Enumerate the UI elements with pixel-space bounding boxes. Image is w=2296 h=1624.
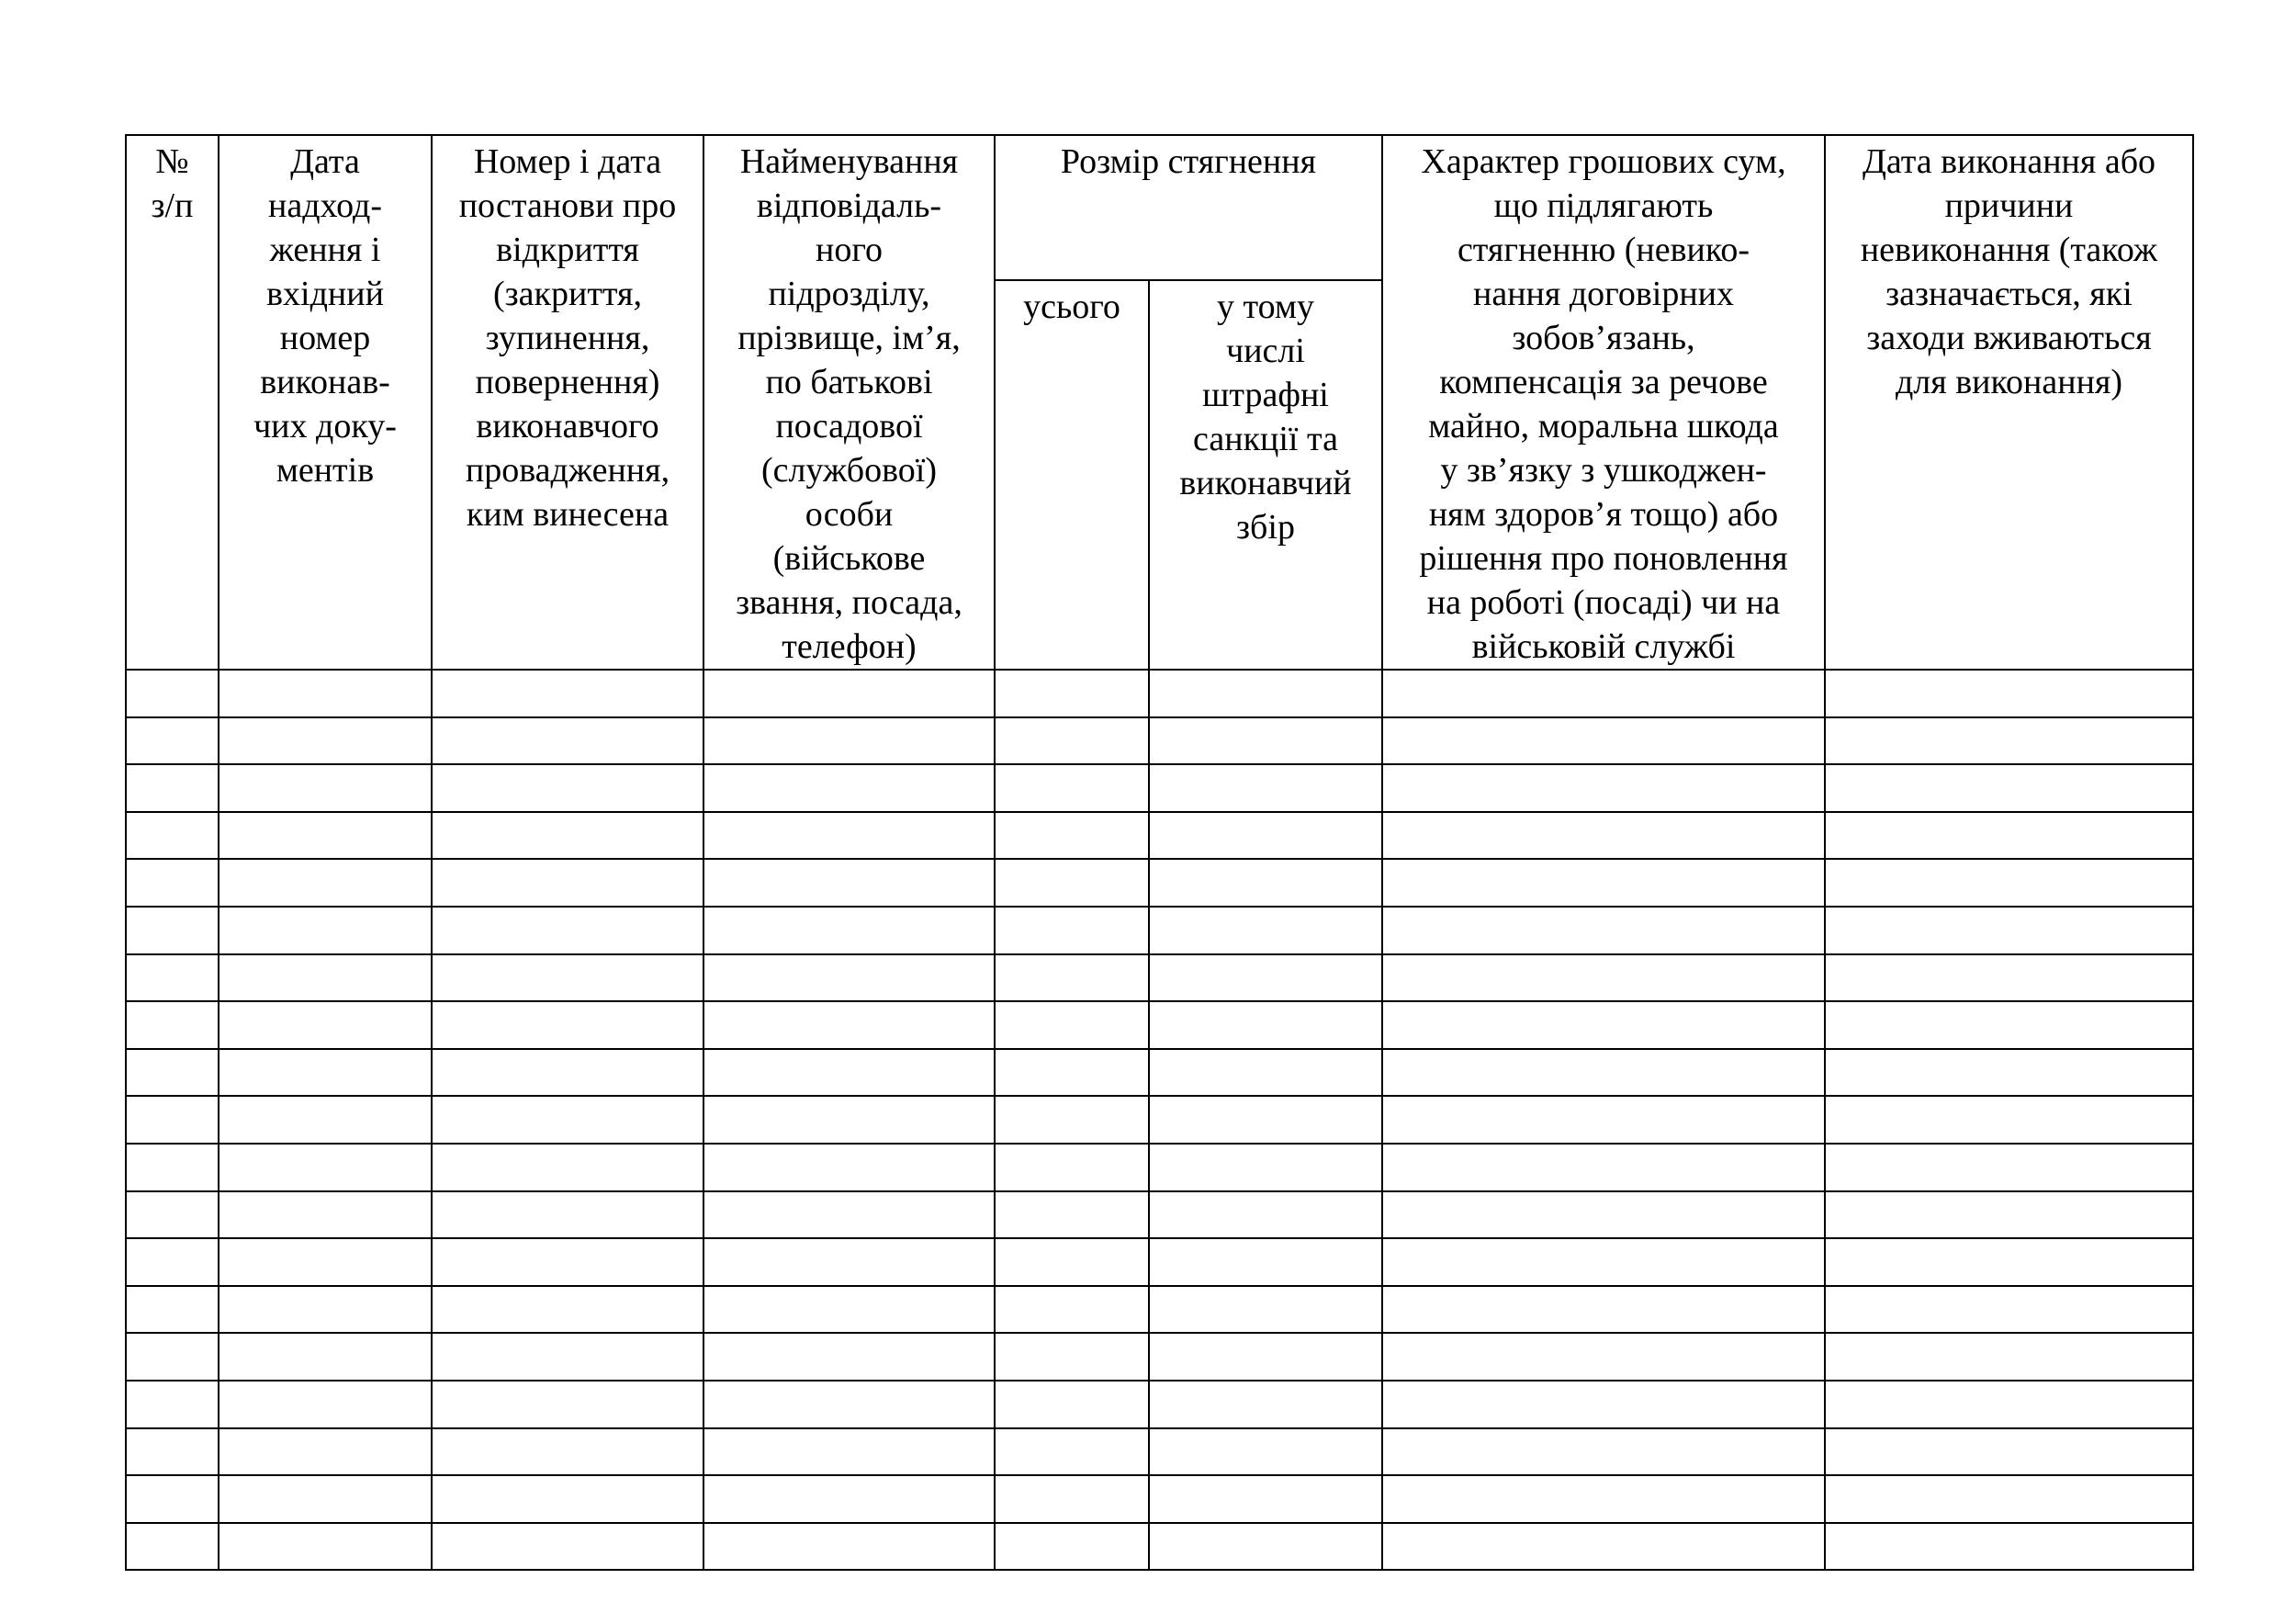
table-cell[interactable] xyxy=(432,859,703,907)
table-cell[interactable] xyxy=(432,1428,703,1476)
table-cell[interactable] xyxy=(432,954,703,1002)
table-cell[interactable] xyxy=(1825,1144,2193,1191)
table-cell[interactable] xyxy=(703,812,995,860)
table-row xyxy=(126,1001,2193,1049)
table-cell[interactable] xyxy=(1825,1523,2193,1571)
table-cell[interactable] xyxy=(1825,859,2193,907)
table-row xyxy=(126,1333,2193,1381)
table-cell[interactable] xyxy=(703,717,995,765)
table-row xyxy=(126,954,2193,1002)
table-row xyxy=(126,859,2193,907)
table-cell[interactable] xyxy=(995,1523,1149,1571)
table-cell[interactable] xyxy=(126,812,219,860)
table-cell[interactable] xyxy=(703,1049,995,1097)
table-cell[interactable] xyxy=(1825,1191,2193,1239)
table-cell[interactable] xyxy=(995,859,1149,907)
table-row xyxy=(126,1286,2193,1334)
table-body xyxy=(126,670,2193,1570)
table-cell[interactable] xyxy=(1825,1381,2193,1428)
table-cell[interactable] xyxy=(703,1428,995,1476)
table-cell[interactable] xyxy=(219,1191,432,1239)
table-cell[interactable] xyxy=(219,1001,432,1049)
table-cell[interactable] xyxy=(1149,1333,1382,1381)
table-cell[interactable] xyxy=(1382,1001,1825,1049)
table-cell[interactable] xyxy=(126,1286,219,1334)
table-row xyxy=(126,907,2193,954)
table-cell[interactable] xyxy=(1825,670,2193,717)
table-row xyxy=(126,1238,2193,1286)
table-cell[interactable] xyxy=(432,1096,703,1144)
table-row xyxy=(126,717,2193,765)
table-cell[interactable] xyxy=(1825,764,2193,812)
table-cell[interactable] xyxy=(126,1381,219,1428)
table-row xyxy=(126,1475,2193,1523)
table-cell[interactable] xyxy=(995,1001,1149,1049)
table-cell[interactable] xyxy=(219,670,432,717)
table-cell[interactable] xyxy=(126,1238,219,1286)
table-cell[interactable] xyxy=(703,670,995,717)
table-cell[interactable] xyxy=(1149,907,1382,954)
table-cell[interactable] xyxy=(432,670,703,717)
table-cell[interactable] xyxy=(995,1238,1149,1286)
table-cell[interactable] xyxy=(219,1238,432,1286)
table-cell[interactable] xyxy=(1382,717,1825,765)
table-cell[interactable] xyxy=(995,1096,1149,1144)
table-cell[interactable] xyxy=(1825,954,2193,1002)
table-cell[interactable] xyxy=(995,670,1149,717)
table-cell[interactable] xyxy=(1382,1191,1825,1239)
table-cell[interactable] xyxy=(1382,1475,1825,1523)
header-nature: Характер грошових сум, що підлягають стягненню (невико- нання договірних зобов’язань, компенсація за речове майно, моральна шкода у зв’язку з ушкоджен- ням здоров’я тощо) або рішення про поновлення на роботі (посаді) чи на військовій службі xyxy=(1382,135,1825,670)
table-cell[interactable] xyxy=(219,1381,432,1428)
table-cell[interactable] xyxy=(703,907,995,954)
header-unit-name: Найменування відповідаль- ного підрозділу, прізвище, ім’я, по батькові посадової (службової) особи (військове звання, посада, телефон) xyxy=(703,135,995,670)
table-cell[interactable] xyxy=(1382,1049,1825,1097)
table-cell[interactable] xyxy=(219,907,432,954)
table-row xyxy=(126,1144,2193,1191)
table-cell[interactable] xyxy=(1149,1191,1382,1239)
table-cell[interactable] xyxy=(1149,859,1382,907)
table-cell[interactable] xyxy=(1149,1001,1382,1049)
table-cell[interactable] xyxy=(1149,812,1382,860)
table-cell[interactable] xyxy=(703,1238,995,1286)
table-cell[interactable] xyxy=(432,1238,703,1286)
table-cell[interactable] xyxy=(995,812,1149,860)
table-cell[interactable] xyxy=(1825,1049,2193,1097)
table-cell[interactable] xyxy=(995,1286,1149,1334)
table-cell[interactable] xyxy=(432,1475,703,1523)
table-cell[interactable] xyxy=(219,1428,432,1476)
table-cell[interactable] xyxy=(1149,1096,1382,1144)
table-cell[interactable] xyxy=(432,1381,703,1428)
table-cell[interactable] xyxy=(126,954,219,1002)
table-cell[interactable] xyxy=(1382,1286,1825,1334)
table-cell[interactable] xyxy=(126,1144,219,1191)
table-row xyxy=(126,764,2193,812)
table-cell[interactable] xyxy=(703,859,995,907)
table-cell[interactable] xyxy=(995,1049,1149,1097)
table-cell[interactable] xyxy=(1149,1475,1382,1523)
table-cell[interactable] xyxy=(432,1001,703,1049)
table-cell[interactable] xyxy=(703,954,995,1002)
table-cell[interactable] xyxy=(219,717,432,765)
table-row xyxy=(126,1191,2193,1239)
table-cell[interactable] xyxy=(219,764,432,812)
table-cell[interactable] xyxy=(126,717,219,765)
table-cell[interactable] xyxy=(1825,1428,2193,1476)
table-cell[interactable] xyxy=(219,1049,432,1097)
table-row xyxy=(126,1523,2193,1571)
table-cell[interactable] xyxy=(126,1523,219,1571)
table-cell[interactable] xyxy=(1382,1144,1825,1191)
table-cell[interactable] xyxy=(219,1333,432,1381)
table-cell[interactable] xyxy=(703,1286,995,1334)
table-cell[interactable] xyxy=(703,1333,995,1381)
table-cell[interactable] xyxy=(126,1191,219,1239)
header-amount-total: усього xyxy=(995,280,1149,670)
table-cell[interactable] xyxy=(703,1381,995,1428)
table-row xyxy=(126,670,2193,717)
table-cell[interactable] xyxy=(126,1333,219,1381)
table-cell[interactable] xyxy=(1382,1333,1825,1381)
table-cell[interactable] xyxy=(1149,1381,1382,1428)
table-cell[interactable] xyxy=(432,1049,703,1097)
header-amount-group: Розмір стягнення xyxy=(995,135,1382,280)
table-header xyxy=(126,135,2193,670)
table-cell[interactable] xyxy=(1382,1428,1825,1476)
table-cell[interactable] xyxy=(1825,1475,2193,1523)
table-cell[interactable] xyxy=(995,1381,1149,1428)
table-cell[interactable] xyxy=(1149,717,1382,765)
table-cell[interactable] xyxy=(1149,1144,1382,1191)
table-cell[interactable] xyxy=(126,1049,219,1097)
table-cell[interactable] xyxy=(1149,1286,1382,1334)
table-cell[interactable] xyxy=(703,764,995,812)
table-cell[interactable] xyxy=(432,1523,703,1571)
table-cell[interactable] xyxy=(219,1523,432,1571)
table-cell[interactable] xyxy=(995,907,1149,954)
register-sheet xyxy=(125,134,2192,1571)
table-cell[interactable] xyxy=(1149,1428,1382,1476)
table-cell[interactable] xyxy=(1825,907,2193,954)
table-cell[interactable] xyxy=(1382,1096,1825,1144)
table-cell[interactable] xyxy=(1382,907,1825,954)
table-cell[interactable] xyxy=(703,1096,995,1144)
table-cell[interactable] xyxy=(703,1001,995,1049)
table-cell[interactable] xyxy=(126,1096,219,1144)
table-row xyxy=(126,1096,2193,1144)
table-cell[interactable] xyxy=(126,670,219,717)
table-cell[interactable] xyxy=(1382,1238,1825,1286)
table-cell[interactable] xyxy=(432,764,703,812)
table-cell[interactable] xyxy=(432,1144,703,1191)
table-cell[interactable] xyxy=(1382,859,1825,907)
table-cell[interactable] xyxy=(1382,670,1825,717)
table-cell[interactable] xyxy=(1149,1049,1382,1097)
table-cell[interactable] xyxy=(995,764,1149,812)
table-cell[interactable] xyxy=(1149,764,1382,812)
table-cell[interactable] xyxy=(432,812,703,860)
table-cell[interactable] xyxy=(219,859,432,907)
table-cell[interactable] xyxy=(126,1001,219,1049)
table-cell[interactable] xyxy=(432,907,703,954)
table-row xyxy=(126,812,2193,860)
table-cell[interactable] xyxy=(1149,1238,1382,1286)
table-cell[interactable] xyxy=(1825,1238,2193,1286)
table-cell[interactable] xyxy=(1382,1523,1825,1571)
table-row xyxy=(126,1049,2193,1097)
table-cell[interactable] xyxy=(995,1191,1149,1239)
execution-register-table xyxy=(125,134,2194,1571)
table-cell[interactable] xyxy=(995,954,1149,1002)
table-cell[interactable] xyxy=(1382,1381,1825,1428)
table-cell[interactable] xyxy=(219,812,432,860)
table-cell[interactable] xyxy=(1825,1286,2193,1334)
table-cell[interactable] xyxy=(1825,717,2193,765)
table-cell[interactable] xyxy=(126,764,219,812)
table-row xyxy=(126,1428,2193,1476)
table-cell[interactable] xyxy=(432,717,703,765)
header-amount-including: у тому числі штрафні санкції та виконавчий збір xyxy=(1149,280,1382,670)
table-cell[interactable] xyxy=(432,1333,703,1381)
table-cell[interactable] xyxy=(995,1428,1149,1476)
header-resolution: Номер і дата постанови про відкриття (закриття, зупинення, повернення) виконавчого провадження, ким винесена xyxy=(432,135,703,670)
table-cell[interactable] xyxy=(1825,812,2193,860)
table-cell[interactable] xyxy=(703,1475,995,1523)
table-cell[interactable] xyxy=(995,1144,1149,1191)
table-cell[interactable] xyxy=(703,1144,995,1191)
table-cell[interactable] xyxy=(995,717,1149,765)
table-cell[interactable] xyxy=(1825,1001,2193,1049)
table-cell[interactable] xyxy=(995,1333,1149,1381)
table-cell[interactable] xyxy=(432,1191,703,1239)
table-cell[interactable] xyxy=(219,954,432,1002)
table-cell[interactable] xyxy=(219,1144,432,1191)
table-cell[interactable] xyxy=(1149,1523,1382,1571)
table-cell[interactable] xyxy=(126,1428,219,1476)
table-cell[interactable] xyxy=(126,1475,219,1523)
table-cell[interactable] xyxy=(126,907,219,954)
table-cell[interactable] xyxy=(432,1286,703,1334)
table-cell[interactable] xyxy=(1382,764,1825,812)
table-cell[interactable] xyxy=(219,1096,432,1144)
header-number: № з/п xyxy=(126,135,219,670)
table-cell[interactable] xyxy=(1149,954,1382,1002)
table-cell[interactable] xyxy=(995,1475,1149,1523)
table-cell[interactable] xyxy=(1382,954,1825,1002)
table-cell[interactable] xyxy=(126,859,219,907)
table-row xyxy=(126,1381,2193,1428)
table-cell[interactable] xyxy=(1825,1333,2193,1381)
header-execution: Дата виконання або причини невиконання (також зазначається, які заходи вживаються для виконання) xyxy=(1825,135,2193,670)
header-receipt-date: Дата надход- ження і вхідний номер виконав- чих доку- ментів xyxy=(219,135,432,670)
table-cell[interactable] xyxy=(703,1523,995,1571)
table-cell[interactable] xyxy=(1825,1096,2193,1144)
table-cell[interactable] xyxy=(219,1286,432,1334)
table-cell[interactable] xyxy=(1149,670,1382,717)
table-cell[interactable] xyxy=(1382,812,1825,860)
table-cell[interactable] xyxy=(219,1475,432,1523)
table-cell[interactable] xyxy=(703,1191,995,1239)
